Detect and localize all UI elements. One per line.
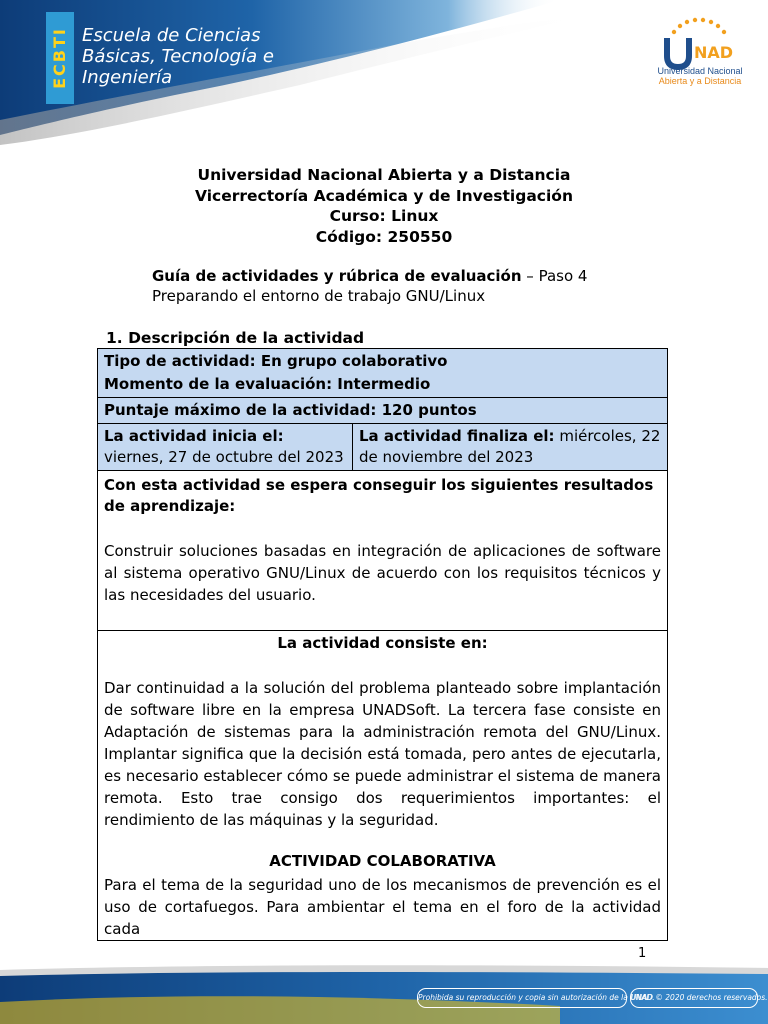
start-date-label: La actividad inicia el: bbox=[104, 427, 284, 445]
learning-outcomes-text: Construir soluciones basadas en integración de aplicaciones de software al sistema operativo GNU/Linux de acuerdo con los requisitos técnicos y las necesidades del usuario. bbox=[104, 542, 661, 604]
learning-outcomes-heading: Con esta actividad se espera conseguir los siguientes resultados de aprendizaje: bbox=[104, 476, 654, 515]
school-name-line: Básicas, Tecnología e bbox=[82, 46, 274, 67]
page-header bbox=[0, 0, 768, 150]
school-name-line: Escuela de Ciencias bbox=[82, 25, 261, 46]
start-date bbox=[98, 424, 353, 470]
page-number: 1 bbox=[638, 946, 647, 961]
score-dates-row bbox=[98, 398, 667, 471]
activity-consists-heading: La actividad consiste en: bbox=[277, 634, 488, 652]
learning-outcomes-row bbox=[98, 471, 667, 631]
copyright-notice: Prohibida su reproducción y copia sin autorización de la UNAD. bbox=[417, 988, 627, 1008]
rights-notice: UNAD © 2020 derechos reservados. bbox=[630, 988, 758, 1008]
end-date bbox=[353, 424, 667, 470]
activity-type: Tipo de actividad: En grupo colaborativo bbox=[104, 352, 448, 370]
guide-title bbox=[152, 266, 652, 306]
guide-step: – Paso 4 bbox=[521, 267, 588, 285]
svg-text:NAD: NAD bbox=[694, 43, 734, 62]
max-score: Puntaje máximo de la actividad: 120 puntos bbox=[98, 398, 667, 424]
school-name-line: Ingeniería bbox=[82, 67, 173, 88]
activity-type-row bbox=[98, 349, 667, 398]
dates-row bbox=[98, 424, 667, 470]
end-date-value: miércoles, 22 de noviembre del 2023 bbox=[359, 427, 661, 466]
activity-consists-text: Dar continuidad a la solución del problema planteado sobre implantación de software libre en la empresa UNADSoft. La tercera fase consiste en Adaptación de sistemas para la administración remota del GNU/Linux. Implantar significa que la decisión está tomada, pero antes de ejecutarla, es necesario establecer cómo se puede administrar el sistema de manera remota. Esto trae consigo dos requerimientos importantes: el rendimiento de las máquinas y la seguridad. bbox=[104, 679, 661, 829]
document-title-block bbox=[0, 165, 768, 247]
university-name: Universidad Nacional Abierta y a Distancia bbox=[197, 166, 571, 184]
page-footer bbox=[0, 962, 768, 1024]
collaborative-activity-text: Para el tema de la seguridad uno de los mecanismos de prevención es el uso de cortafuegos. Para ambientar el tema en el foro de la actividad cada bbox=[104, 876, 661, 938]
logo-caption bbox=[650, 66, 750, 86]
ecbti-label: ECBTI bbox=[50, 27, 69, 89]
course-name: Curso: Linux bbox=[329, 207, 439, 225]
course-code: Código: 250550 bbox=[315, 227, 453, 246]
guide-subtitle: Preparando el entorno de trabajo GNU/Linux bbox=[152, 287, 486, 305]
school-name bbox=[82, 25, 302, 88]
activity-table bbox=[97, 348, 668, 941]
end-date-label: La actividad finaliza el: bbox=[359, 427, 555, 445]
guide-title-bold: Guía de actividades y rúbrica de evaluación bbox=[152, 267, 522, 285]
collaborative-activity-heading: ACTIVIDAD COLABORATIVA bbox=[269, 852, 496, 870]
vicerrectoria-name: Vicerrectoría Académica y de Investigación bbox=[195, 186, 573, 205]
activity-consists-row bbox=[98, 631, 667, 940]
section-title: 1. Descripción de la actividad bbox=[106, 329, 365, 347]
evaluation-moment: Momento de la evaluación: Intermedio bbox=[104, 375, 431, 393]
logo-caption-line-1: Universidad Nacional bbox=[657, 66, 743, 76]
logo-caption-line-2: Abierta y a Distancia bbox=[658, 76, 742, 86]
start-date-value: viernes, 27 de octubre del 2023 bbox=[104, 448, 344, 466]
